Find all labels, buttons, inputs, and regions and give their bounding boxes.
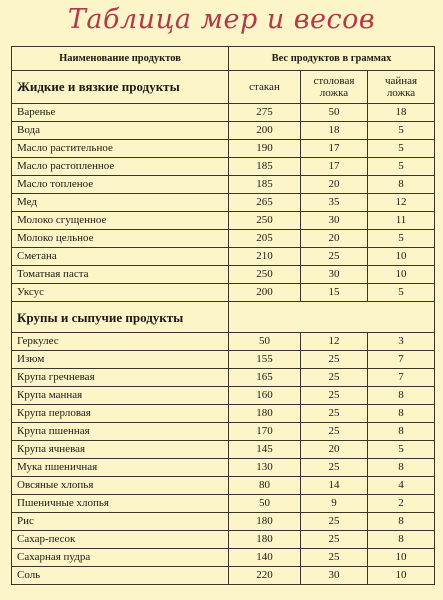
measures-table	[11, 46, 435, 585]
table-row	[12, 405, 435, 423]
table-row	[12, 140, 435, 158]
table-row	[12, 351, 435, 369]
column-tablespoon-line1: столовая	[313, 75, 355, 87]
product-name-cell: Масло топленое	[12, 176, 229, 194]
glass-weight-cell: 185	[229, 176, 301, 194]
column-tablespoon-line2: ложка	[319, 87, 349, 99]
table-row	[12, 122, 435, 140]
glass-weight-cell: 185	[229, 158, 301, 176]
table-row	[12, 104, 435, 122]
product-name-cell: Мед	[12, 194, 229, 212]
glass-weight-cell: 165	[229, 369, 301, 387]
product-name-cell: Геркулес	[12, 333, 229, 351]
product-name-cell: Томатная паста	[12, 266, 229, 284]
tablespoon-weight-cell: 30	[301, 212, 368, 230]
glass-weight-cell: 155	[229, 351, 301, 369]
tablespoon-weight-cell: 50	[301, 104, 368, 122]
tablespoon-weight-cell: 25	[301, 387, 368, 405]
teaspoon-weight-cell: 10	[368, 248, 435, 266]
teaspoon-weight-cell: 18	[368, 104, 435, 122]
tablespoon-weight-cell: 35	[301, 194, 368, 212]
glass-weight-cell: 250	[229, 212, 301, 230]
teaspoon-weight-cell: 12	[368, 194, 435, 212]
column-glass: стакан	[229, 71, 301, 104]
teaspoon-weight-cell: 5	[368, 122, 435, 140]
glass-weight-cell: 50	[229, 495, 301, 513]
teaspoon-weight-cell: 3	[368, 333, 435, 351]
product-name-cell: Вода	[12, 122, 229, 140]
teaspoon-weight-cell: 5	[368, 158, 435, 176]
product-name-cell: Сметана	[12, 248, 229, 266]
table-row	[12, 549, 435, 567]
product-name-cell: Рис	[12, 513, 229, 531]
glass-weight-cell: 250	[229, 266, 301, 284]
glass-weight-cell: 205	[229, 230, 301, 248]
product-name-cell: Варенье	[12, 104, 229, 122]
tablespoon-weight-cell: 25	[301, 549, 368, 567]
product-name-cell: Сахар-песок	[12, 531, 229, 549]
tablespoon-weight-cell: 17	[301, 158, 368, 176]
tablespoon-weight-cell: 9	[301, 495, 368, 513]
product-name-cell: Сахарная пудра	[12, 549, 229, 567]
table-row	[12, 284, 435, 302]
glass-weight-cell: 190	[229, 140, 301, 158]
glass-weight-cell: 180	[229, 513, 301, 531]
glass-weight-cell: 140	[229, 549, 301, 567]
table-row	[12, 495, 435, 513]
tablespoon-weight-cell: 15	[301, 284, 368, 302]
tablespoon-weight-cell: 25	[301, 248, 368, 266]
teaspoon-weight-cell: 7	[368, 369, 435, 387]
teaspoon-weight-cell: 8	[368, 176, 435, 194]
glass-weight-cell: 130	[229, 459, 301, 477]
tablespoon-weight-cell: 25	[301, 459, 368, 477]
glass-weight-cell: 265	[229, 194, 301, 212]
product-name-cell: Крупа пшенная	[12, 423, 229, 441]
product-name-cell: Мука пшеничная	[12, 459, 229, 477]
glass-weight-cell: 210	[229, 248, 301, 266]
teaspoon-weight-cell: 10	[368, 266, 435, 284]
table-row	[12, 369, 435, 387]
teaspoon-weight-cell: 10	[368, 567, 435, 585]
glass-weight-cell: 160	[229, 387, 301, 405]
tablespoon-weight-cell: 20	[301, 176, 368, 194]
table-body	[12, 71, 435, 585]
glass-weight-cell: 50	[229, 333, 301, 351]
tablespoon-weight-cell: 25	[301, 369, 368, 387]
section-title: Крупы и сыпучие продукты	[12, 302, 229, 333]
table-row	[12, 387, 435, 405]
section-header-row	[12, 302, 435, 333]
teaspoon-weight-cell: 5	[368, 140, 435, 158]
tablespoon-weight-cell: 25	[301, 423, 368, 441]
glass-weight-cell: 200	[229, 284, 301, 302]
table-row	[12, 441, 435, 459]
glass-weight-cell: 180	[229, 405, 301, 423]
tablespoon-weight-cell: 17	[301, 140, 368, 158]
product-name-cell: Крупа манная	[12, 387, 229, 405]
tablespoon-weight-cell: 25	[301, 513, 368, 531]
tablespoon-weight-cell: 18	[301, 122, 368, 140]
product-name-cell: Изюм	[12, 351, 229, 369]
section-title: Жидкие и вязкие продукты	[12, 71, 229, 104]
table-row	[12, 567, 435, 585]
table-row	[12, 176, 435, 194]
teaspoon-weight-cell: 4	[368, 477, 435, 495]
table-row	[12, 333, 435, 351]
table-row	[12, 248, 435, 266]
teaspoon-weight-cell: 7	[368, 351, 435, 369]
page-title: Таблица мер и весов	[67, 4, 376, 35]
table-row	[12, 230, 435, 248]
tablespoon-weight-cell: 20	[301, 441, 368, 459]
teaspoon-weight-cell: 11	[368, 212, 435, 230]
tablespoon-weight-cell: 25	[301, 405, 368, 423]
table-row	[12, 194, 435, 212]
table-row	[12, 266, 435, 284]
product-name-cell: Масло растительное	[12, 140, 229, 158]
product-name-cell: Овсяные хлопья	[12, 477, 229, 495]
product-name-cell: Крупа перловая	[12, 405, 229, 423]
teaspoon-weight-cell: 8	[368, 459, 435, 477]
teaspoon-weight-cell: 8	[368, 513, 435, 531]
glass-weight-cell: 200	[229, 122, 301, 140]
header-product-name: Наименование продуктов	[12, 47, 229, 71]
teaspoon-weight-cell: 5	[368, 230, 435, 248]
table-row	[12, 423, 435, 441]
glass-weight-cell: 80	[229, 477, 301, 495]
product-name-cell: Пшеничные хлопья	[12, 495, 229, 513]
product-name-cell: Уксус	[12, 284, 229, 302]
table-row	[12, 459, 435, 477]
teaspoon-weight-cell: 5	[368, 284, 435, 302]
product-name-cell: Соль	[12, 567, 229, 585]
table-row	[12, 513, 435, 531]
product-name-cell: Крупа гречневая	[12, 369, 229, 387]
table-row	[12, 158, 435, 176]
column-teaspoon-line1: чайная	[384, 75, 418, 87]
glass-weight-cell: 170	[229, 423, 301, 441]
tablespoon-weight-cell: 25	[301, 531, 368, 549]
glass-weight-cell: 275	[229, 104, 301, 122]
table-row	[12, 477, 435, 495]
teaspoon-weight-cell: 8	[368, 387, 435, 405]
column-tablespoon	[301, 71, 368, 104]
tablespoon-weight-cell: 25	[301, 351, 368, 369]
teaspoon-weight-cell: 8	[368, 405, 435, 423]
teaspoon-weight-cell: 10	[368, 549, 435, 567]
column-teaspoon-line2: ложка	[386, 87, 416, 99]
section-blank-cell	[229, 302, 435, 333]
table-header-row	[12, 47, 435, 71]
header-weight-grams: Вес продуктов в граммах	[229, 47, 435, 71]
teaspoon-weight-cell: 8	[368, 531, 435, 549]
section-header-row	[12, 71, 435, 104]
tablespoon-weight-cell: 14	[301, 477, 368, 495]
tablespoon-weight-cell: 30	[301, 266, 368, 284]
product-name-cell: Крупа ячневая	[12, 441, 229, 459]
teaspoon-weight-cell: 5	[368, 441, 435, 459]
tablespoon-weight-cell: 20	[301, 230, 368, 248]
product-name-cell: Масло растопленное	[12, 158, 229, 176]
glass-weight-cell: 220	[229, 567, 301, 585]
glass-weight-cell: 180	[229, 531, 301, 549]
tablespoon-weight-cell: 12	[301, 333, 368, 351]
table-row	[12, 212, 435, 230]
column-teaspoon	[368, 71, 435, 104]
table-row	[12, 531, 435, 549]
teaspoon-weight-cell: 2	[368, 495, 435, 513]
teaspoon-weight-cell: 8	[368, 423, 435, 441]
product-name-cell: Молоко сгущенное	[12, 212, 229, 230]
glass-weight-cell: 145	[229, 441, 301, 459]
tablespoon-weight-cell: 30	[301, 567, 368, 585]
product-name-cell: Молоко цельное	[12, 230, 229, 248]
